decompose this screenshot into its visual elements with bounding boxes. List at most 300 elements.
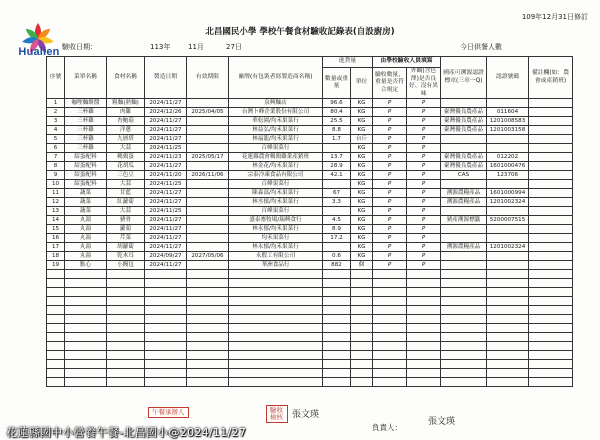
row-check-qty: P bbox=[373, 216, 407, 225]
empty-cell bbox=[107, 360, 145, 369]
row-category: 點心 bbox=[65, 261, 107, 270]
row-check-qty: P bbox=[373, 117, 407, 126]
empty-cell bbox=[65, 360, 107, 369]
row-check-look: P bbox=[407, 225, 441, 234]
empty-cell bbox=[107, 288, 145, 297]
row-cert-no bbox=[487, 180, 529, 189]
row-cert-type bbox=[441, 261, 487, 270]
row-exp bbox=[187, 198, 229, 207]
empty-cell bbox=[373, 306, 407, 315]
empty-cell bbox=[373, 324, 407, 333]
empty-cell bbox=[187, 288, 229, 297]
row-cert-type: 臺灣優良農產品 bbox=[441, 117, 487, 126]
empty-row bbox=[47, 279, 573, 288]
empty-cell bbox=[187, 270, 229, 279]
empty-cell bbox=[65, 324, 107, 333]
header-cert-type: 國產可溯源認證標章(三章一Q) bbox=[441, 57, 487, 99]
row-food: 豬骨 bbox=[107, 216, 145, 225]
row-check-look: P bbox=[407, 252, 441, 261]
empty-cell bbox=[145, 360, 187, 369]
row-mfg: 2024/11/25 bbox=[145, 180, 187, 189]
row-maker: 華松園/均禾果菜行 bbox=[229, 117, 323, 126]
row-qty: 3.3 bbox=[323, 198, 351, 207]
empty-cell bbox=[407, 360, 441, 369]
empty-row bbox=[47, 378, 573, 387]
row-seq: 1 bbox=[47, 99, 65, 108]
row-unit: KG bbox=[351, 207, 373, 216]
row-check-look: P bbox=[407, 261, 441, 270]
empty-cell bbox=[187, 378, 229, 387]
row-category: 丸湯 bbox=[65, 216, 107, 225]
empty-row bbox=[47, 369, 573, 378]
row-food: 紅蘿蔔 bbox=[107, 198, 145, 207]
empty-cell bbox=[351, 378, 373, 387]
header-maker: 廠牌(有包裝者寫製造商名稱) bbox=[229, 57, 323, 99]
row-note bbox=[529, 144, 573, 153]
empty-cell bbox=[65, 333, 107, 342]
empty-cell bbox=[407, 342, 441, 351]
row-mfg: 2024/11/25 bbox=[145, 207, 187, 216]
empty-cell bbox=[47, 279, 65, 288]
row-seq: 3 bbox=[47, 117, 65, 126]
empty-cell bbox=[487, 351, 529, 360]
row-mfg: 2024/11/25 bbox=[145, 144, 187, 153]
row-cert-type: CAS bbox=[441, 171, 487, 180]
row-check-qty: P bbox=[373, 135, 407, 144]
header-unit: 單位 bbox=[351, 68, 373, 99]
row-cert-no: 1201002324 bbox=[487, 243, 529, 252]
empty-cell bbox=[65, 378, 107, 387]
row-cert-no bbox=[487, 144, 529, 153]
empty-cell bbox=[229, 378, 323, 387]
empty-cell bbox=[187, 306, 229, 315]
empty-cell bbox=[145, 324, 187, 333]
empty-cell bbox=[441, 297, 487, 306]
row-maker: 宗泰冷凍食品有限公司 bbox=[229, 171, 323, 180]
table-row bbox=[47, 126, 573, 135]
empty-cell bbox=[529, 315, 573, 324]
row-cert-no bbox=[487, 234, 529, 243]
empty-row bbox=[47, 297, 573, 306]
empty-cell bbox=[529, 360, 573, 369]
row-qty bbox=[323, 144, 351, 153]
empty-cell bbox=[229, 324, 323, 333]
row-check-look: P bbox=[407, 207, 441, 216]
empty-cell bbox=[487, 279, 529, 288]
empty-cell bbox=[145, 270, 187, 279]
row-qty: 0.6 bbox=[323, 252, 351, 261]
row-check-qty: P bbox=[373, 207, 407, 216]
table-row bbox=[47, 117, 573, 126]
table-row bbox=[47, 171, 573, 180]
row-category: 丸湯 bbox=[65, 243, 107, 252]
empty-cell bbox=[529, 378, 573, 387]
empty-cell bbox=[373, 369, 407, 378]
row-cert-type bbox=[441, 180, 487, 189]
row-unit: KG bbox=[351, 234, 373, 243]
row-seq: 17 bbox=[47, 243, 65, 252]
empty-cell bbox=[529, 270, 573, 279]
empty-cell bbox=[229, 369, 323, 378]
row-unit: KG bbox=[351, 162, 373, 171]
empty-cell bbox=[529, 342, 573, 351]
header-qty: 數量或重量 bbox=[323, 68, 351, 99]
signature-1: 張文瑛 bbox=[292, 410, 320, 420]
row-exp bbox=[187, 243, 229, 252]
row-maker: 均禾果菜行 bbox=[229, 234, 323, 243]
table-row bbox=[47, 261, 573, 270]
row-maker: 林丞郁/均禾果菜行 bbox=[229, 198, 323, 207]
empty-cell bbox=[351, 333, 373, 342]
row-seq: 14 bbox=[47, 216, 65, 225]
empty-cell bbox=[529, 324, 573, 333]
row-category: 三杯雞 bbox=[65, 126, 107, 135]
row-note bbox=[529, 180, 573, 189]
row-exp: 2025/05/17 bbox=[187, 153, 229, 162]
empty-cell bbox=[441, 279, 487, 288]
form-title: 北昌國民小學 學校午餐食材驗收記錄表(自設廚房) bbox=[205, 27, 395, 37]
empty-cell bbox=[373, 297, 407, 306]
empty-cell bbox=[441, 288, 487, 297]
empty-cell bbox=[407, 297, 441, 306]
empty-cell bbox=[229, 279, 323, 288]
empty-cell bbox=[187, 279, 229, 288]
empty-cell bbox=[65, 297, 107, 306]
row-qty: 96.6 bbox=[323, 99, 351, 108]
empty-cell bbox=[351, 279, 373, 288]
row-exp bbox=[187, 180, 229, 189]
row-check-qty: P bbox=[373, 171, 407, 180]
row-exp bbox=[187, 207, 229, 216]
empty-row bbox=[47, 351, 573, 360]
row-category: 紹蛋配料 bbox=[65, 162, 107, 171]
empty-row bbox=[47, 342, 573, 351]
empty-cell bbox=[229, 297, 323, 306]
row-unit: KG bbox=[351, 180, 373, 189]
empty-cell bbox=[323, 351, 351, 360]
empty-cell bbox=[47, 369, 65, 378]
row-seq: 11 bbox=[47, 189, 65, 198]
row-category: 紹蛋配料 bbox=[65, 171, 107, 180]
empty-cell bbox=[187, 360, 229, 369]
row-check-qty: P bbox=[373, 234, 407, 243]
row-check-qty: P bbox=[373, 126, 407, 135]
empty-cell bbox=[107, 270, 145, 279]
table-row bbox=[47, 252, 573, 261]
row-note bbox=[529, 252, 573, 261]
empty-cell bbox=[351, 297, 373, 306]
row-mfg: 2024/11/27 bbox=[145, 234, 187, 243]
row-cert-type bbox=[441, 135, 487, 144]
empty-cell bbox=[145, 378, 187, 387]
empty-cell bbox=[229, 351, 323, 360]
row-maker: 百峰果菜行 bbox=[229, 207, 323, 216]
row-exp: 2027/05/06 bbox=[187, 252, 229, 261]
row-category: 紹蛋配料 bbox=[65, 180, 107, 189]
empty-cell bbox=[529, 351, 573, 360]
row-category: 蔬菜 bbox=[65, 189, 107, 198]
row-cert-type: 臺灣優良農產品 bbox=[441, 108, 487, 117]
header-mfg: 製造日期 bbox=[145, 57, 187, 99]
row-qty: 25.5 bbox=[323, 117, 351, 126]
empty-cell bbox=[407, 306, 441, 315]
row-seq: 15 bbox=[47, 225, 65, 234]
empty-cell bbox=[407, 315, 441, 324]
header-seq: 序號 bbox=[47, 57, 65, 99]
table-row bbox=[47, 162, 573, 171]
row-maker: 林金花/均禾果菜行 bbox=[229, 162, 323, 171]
empty-cell bbox=[187, 297, 229, 306]
empty-cell bbox=[529, 288, 573, 297]
row-unit: 個 bbox=[351, 261, 373, 270]
row-cert-no: 011604 bbox=[487, 108, 529, 117]
row-qty: 28.9 bbox=[323, 162, 351, 171]
row-note bbox=[529, 207, 573, 216]
empty-cell bbox=[107, 324, 145, 333]
row-check-look: P bbox=[407, 135, 441, 144]
row-unit: 台斤 bbox=[351, 135, 373, 144]
row-maker: 林永郁/均禾果菜行 bbox=[229, 243, 323, 252]
row-cert-type: 豬產溯源標籤 bbox=[441, 216, 487, 225]
signature-2: 張文瑛 bbox=[428, 417, 456, 427]
empty-cell bbox=[187, 369, 229, 378]
row-check-look: P bbox=[407, 144, 441, 153]
row-check-look: P bbox=[407, 117, 441, 126]
empty-cell bbox=[351, 270, 373, 279]
row-qty bbox=[323, 243, 351, 252]
empty-cell bbox=[323, 270, 351, 279]
row-unit: KG bbox=[351, 189, 373, 198]
row-maker: 花蓮縣農會鵪鶉雞業產銷班 bbox=[229, 153, 323, 162]
empty-cell bbox=[65, 270, 107, 279]
empty-cell bbox=[323, 360, 351, 369]
row-note bbox=[529, 171, 573, 180]
row-maker: 林永郁/均禾果菜行 bbox=[229, 225, 323, 234]
row-seq: 18 bbox=[47, 252, 65, 261]
row-check-look: P bbox=[407, 180, 441, 189]
row-cert-type: 溯源農糧產品 bbox=[441, 243, 487, 252]
row-qty: 67 bbox=[323, 189, 351, 198]
empty-cell bbox=[65, 306, 107, 315]
empty-cell bbox=[107, 279, 145, 288]
row-food: 甘藍 bbox=[107, 189, 145, 198]
empty-cell bbox=[487, 315, 529, 324]
empty-cell bbox=[229, 306, 323, 315]
row-unit: KG bbox=[351, 108, 373, 117]
header-cert-no: 認證號碼 bbox=[487, 57, 529, 99]
empty-cell bbox=[373, 279, 407, 288]
empty-cell bbox=[441, 369, 487, 378]
row-seq: 6 bbox=[47, 144, 65, 153]
empty-cell bbox=[323, 369, 351, 378]
empty-cell bbox=[407, 288, 441, 297]
inspection-table bbox=[46, 56, 573, 387]
row-maker: 台灣卜峰企業股份有限公司 bbox=[229, 108, 323, 117]
inspection-stamp: 驗收檢核 bbox=[266, 405, 288, 423]
row-qty bbox=[323, 207, 351, 216]
footer-caption: 花蓮縣國中小營養午餐-北昌國小@2024/11/27 bbox=[6, 426, 247, 439]
empty-cell bbox=[47, 360, 65, 369]
row-seq: 7 bbox=[47, 153, 65, 162]
row-note bbox=[529, 189, 573, 198]
empty-cell bbox=[229, 360, 323, 369]
row-check-qty: P bbox=[373, 189, 407, 198]
empty-row bbox=[47, 315, 573, 324]
row-mfg: 2024/11/20 bbox=[145, 171, 187, 180]
empty-cell bbox=[373, 333, 407, 342]
row-qty: 882 bbox=[323, 261, 351, 270]
empty-cell bbox=[323, 306, 351, 315]
row-cert-type bbox=[441, 252, 487, 261]
empty-row bbox=[47, 288, 573, 297]
row-cert-type bbox=[441, 144, 487, 153]
empty-cell bbox=[229, 333, 323, 342]
empty-cell bbox=[323, 279, 351, 288]
header-qty-group: 進貨量 bbox=[323, 57, 373, 68]
row-mfg: 2024/11/27 bbox=[145, 216, 187, 225]
row-check-look: P bbox=[407, 171, 441, 180]
row-category: 丸湯 bbox=[65, 225, 107, 234]
row-cert-type: 臺灣優良農產品 bbox=[441, 153, 487, 162]
empty-cell bbox=[441, 351, 487, 360]
empty-cell bbox=[407, 270, 441, 279]
empty-cell bbox=[487, 288, 529, 297]
empty-cell bbox=[107, 369, 145, 378]
row-mfg: 2024/12/26 bbox=[145, 108, 187, 117]
empty-cell bbox=[373, 360, 407, 369]
row-food: 花胡瓜 bbox=[107, 162, 145, 171]
table-row bbox=[47, 207, 573, 216]
empty-cell bbox=[47, 315, 65, 324]
row-exp bbox=[187, 99, 229, 108]
empty-cell bbox=[487, 360, 529, 369]
empty-cell bbox=[323, 333, 351, 342]
empty-cell bbox=[441, 270, 487, 279]
empty-cell bbox=[487, 369, 529, 378]
empty-cell bbox=[351, 369, 373, 378]
row-mfg: 2024/11/27 bbox=[145, 189, 187, 198]
row-check-qty: P bbox=[373, 99, 407, 108]
row-category: 蔬菜 bbox=[65, 198, 107, 207]
row-check-look: P bbox=[407, 99, 441, 108]
row-note bbox=[529, 117, 573, 126]
table-row bbox=[47, 99, 573, 108]
empty-row bbox=[47, 306, 573, 315]
row-food: 九層塔 bbox=[107, 135, 145, 144]
row-cert-no bbox=[487, 207, 529, 216]
inspection-year: 113年 bbox=[150, 43, 171, 51]
row-check-look: P bbox=[407, 189, 441, 198]
inspection-day: 27日 bbox=[226, 43, 242, 51]
row-qty: 13.7 bbox=[323, 153, 351, 162]
row-cert-no: 1201002324 bbox=[487, 198, 529, 207]
empty-cell bbox=[441, 342, 487, 351]
row-unit: KG bbox=[351, 198, 373, 207]
row-check-qty: P bbox=[373, 144, 407, 153]
header-school-group: 由學校驗收人員填寫 bbox=[373, 57, 441, 68]
row-seq: 8 bbox=[47, 162, 65, 171]
row-cert-no: 1601000994 bbox=[487, 189, 529, 198]
row-unit: KG bbox=[351, 252, 373, 261]
empty-cell bbox=[187, 333, 229, 342]
empty-cell bbox=[145, 315, 187, 324]
empty-cell bbox=[65, 315, 107, 324]
empty-cell bbox=[229, 288, 323, 297]
row-note bbox=[529, 198, 573, 207]
row-category: 紹蛋配料 bbox=[65, 153, 107, 162]
row-exp bbox=[187, 135, 229, 144]
row-category: 蔬菜 bbox=[65, 207, 107, 216]
row-category: 丸湯 bbox=[65, 252, 107, 261]
table-row bbox=[47, 180, 573, 189]
empty-cell bbox=[487, 270, 529, 279]
inspection-month: 11月 bbox=[188, 43, 204, 51]
empty-cell bbox=[373, 378, 407, 387]
row-note bbox=[529, 153, 573, 162]
empty-cell bbox=[229, 270, 323, 279]
table-row bbox=[47, 144, 573, 153]
row-seq: 9 bbox=[47, 171, 65, 180]
empty-cell bbox=[373, 315, 407, 324]
empty-cell bbox=[407, 369, 441, 378]
row-food: 三色豆 bbox=[107, 171, 145, 180]
row-qty: 42.1 bbox=[323, 171, 351, 180]
empty-cell bbox=[529, 369, 573, 378]
empty-cell bbox=[145, 288, 187, 297]
row-food: 大蒜 bbox=[107, 144, 145, 153]
empty-cell bbox=[187, 324, 229, 333]
empty-cell bbox=[107, 306, 145, 315]
row-category: 三杯雞 bbox=[65, 135, 107, 144]
row-unit: KG bbox=[351, 171, 373, 180]
empty-cell bbox=[145, 306, 187, 315]
empty-cell bbox=[229, 342, 323, 351]
empty-cell bbox=[373, 270, 407, 279]
row-cert-type: 臺灣優良農產品 bbox=[441, 162, 487, 171]
empty-cell bbox=[187, 315, 229, 324]
empty-cell bbox=[187, 342, 229, 351]
empty-cell bbox=[487, 324, 529, 333]
empty-cell bbox=[47, 306, 65, 315]
empty-cell bbox=[487, 378, 529, 387]
row-unit: KG bbox=[351, 99, 373, 108]
empty-cell bbox=[47, 270, 65, 279]
empty-cell bbox=[145, 369, 187, 378]
row-cert-no bbox=[487, 225, 529, 234]
row-cert-type bbox=[441, 234, 487, 243]
header-check-look: 外觀(含色澤)是否良好、沒有異味 bbox=[407, 68, 441, 99]
empty-cell bbox=[145, 297, 187, 306]
empty-cell bbox=[441, 333, 487, 342]
row-mfg: 2024/11/27 bbox=[145, 126, 187, 135]
empty-cell bbox=[65, 351, 107, 360]
table-row bbox=[47, 198, 573, 207]
row-exp bbox=[187, 144, 229, 153]
empty-cell bbox=[107, 378, 145, 387]
row-unit: KG bbox=[351, 144, 373, 153]
empty-cell bbox=[145, 279, 187, 288]
row-cert-type bbox=[441, 99, 487, 108]
empty-row bbox=[47, 270, 573, 279]
empty-cell bbox=[487, 342, 529, 351]
revision-date: 109年12月31日修訂 bbox=[521, 13, 588, 21]
row-food: 芹菜 bbox=[107, 234, 145, 243]
row-maker: 華洲食品行 bbox=[229, 261, 323, 270]
header-food: 食材名稱 bbox=[107, 57, 145, 99]
row-food: 大蒜 bbox=[107, 207, 145, 216]
row-note bbox=[529, 135, 573, 144]
row-note bbox=[529, 162, 573, 171]
